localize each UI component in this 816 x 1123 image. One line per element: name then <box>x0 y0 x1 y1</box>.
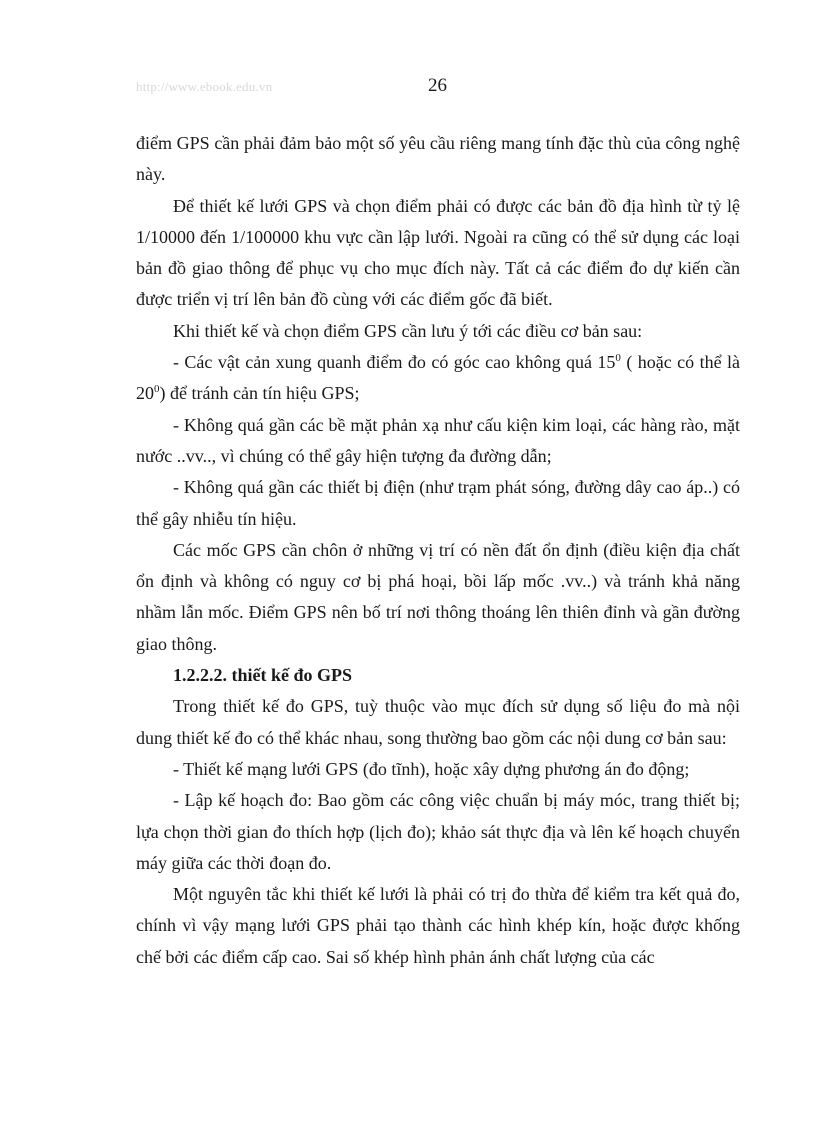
list-item: - Thiết kế mạng lưới GPS (đo tĩnh), hoặc xây dựng phương án đo động; <box>173 758 690 779</box>
list-item: - Không quá gần các thiết bị điện (như trạm phát sóng, đường dây cao áp..) có thể gây nhiễu tín hiệu. <box>136 477 740 529</box>
list-item: - Lập kế hoạch đo: Bao gồm các công việc chuẩn bị máy móc, trang thiết bị; lựa chọn thời gian đo thích hợp (lịch đo); khảo sát thực địa và lên kế hoạch chuyển máy giữa các thời đoạn đo. <box>136 790 740 873</box>
degree-superscript: 0 <box>615 352 621 365</box>
paragraph: Để thiết kế lưới GPS và chọn điểm phải có được các bản đồ địa hình từ tỷ lệ 1/10000 đến 1/100000 khu vực cần lập lưới. Ngoài ra cũng có thể sử dụng các loại bản đồ giao thông để phục vụ cho mục đích này. Tất cả các điểm đo dự kiến cần được triển vị trí lên bản đồ cùng với các điểm gốc đã biết. <box>136 195 740 310</box>
page-header <box>136 75 740 99</box>
degree-superscript: 0 <box>154 383 160 396</box>
list-item-text: ( hoặc có thể là 20 <box>136 352 740 404</box>
paragraph: Khi thiết kế và chọn điểm GPS cần lưu ý tới các điều cơ bản sau: <box>173 320 643 341</box>
list-item-obstacles <box>136 347 740 410</box>
list-item: - Không quá gần các bề mặt phản xạ như cấu kiện kim loại, các hàng rào, mặt nước ..vv.., vì chúng có thể gây hiện tượng đa đường dẫn; <box>136 414 740 466</box>
paragraph: Một nguyên tắc khi thiết kế lưới là phải có trị đo thừa để kiểm tra kết quả đo, chính vì vậy mạng lưới GPS phải tạo thành các hình khép kín, hoặc được khống chế bởi các điểm cấp cao. Sai số khép hình phản ánh chất lượng của các <box>136 884 740 967</box>
page-number: 26 <box>428 75 447 96</box>
list-item-text: ) để tránh cản tín hiệu GPS; <box>159 383 360 404</box>
paragraph: Các mốc GPS cần chôn ở những vị trí có nền đất ổn định (điều kiện địa chất ổn định và không có nguy cơ bị phá hoại, bồi lấp mốc .vv..) và tránh khả năng nhầm lẫn mốc. Điểm GPS nên bố trí nơi thông thoáng lên thiên đỉnh và gần đường giao thông. <box>136 539 740 654</box>
watermark-url: http://www.ebook.edu.vn <box>136 79 273 94</box>
section-heading: 1.2.2.2. thiết kế đo GPS <box>173 665 353 686</box>
body-text <box>136 128 740 973</box>
paragraph: Trong thiết kế đo GPS, tuỳ thuộc vào mục đích sử dụng số liệu đo mà nội dung thiết kế đo có thể khác nhau, song thường bao gồm các nội dung cơ bản sau: <box>136 696 740 748</box>
list-item-text: - Các vật cản xung quanh điểm đo có góc cao không quá 15 <box>173 352 616 373</box>
paragraph-continuation: điểm GPS cần phải đảm bảo một số yêu cầu riêng mang tính đặc thù của công nghệ này. <box>136 133 740 185</box>
